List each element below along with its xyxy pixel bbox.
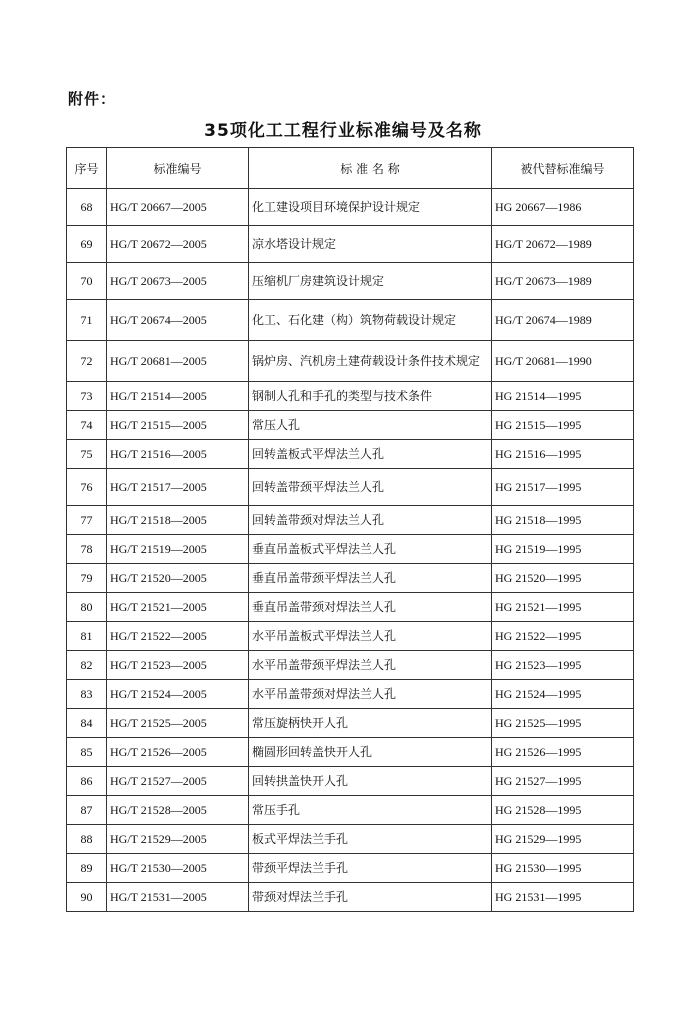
table-row	[67, 767, 634, 796]
table-row	[67, 651, 634, 680]
row-seq: 81	[67, 622, 107, 651]
table-row	[67, 382, 634, 411]
row-seq: 89	[67, 854, 107, 883]
row-name: 水平吊盖板式平焊法兰人孔	[249, 622, 492, 651]
standards-table	[66, 147, 634, 912]
table-row	[67, 300, 634, 341]
row-replaced: HG 21527—1995	[492, 767, 634, 796]
row-code: HG/T 20673—2005	[107, 263, 249, 300]
row-replaced: HG 21522—1995	[492, 622, 634, 651]
row-name: 锅炉房、汽机房土建荷载设计条件技术规定	[249, 341, 492, 382]
column-header-name: 标 准 名 称	[249, 148, 492, 189]
row-code: HG/T 21519—2005	[107, 535, 249, 564]
table-row	[67, 411, 634, 440]
row-code: HG/T 21528—2005	[107, 796, 249, 825]
table-row	[67, 226, 634, 263]
row-replaced: HG 21515—1995	[492, 411, 634, 440]
row-name: 常压人孔	[249, 411, 492, 440]
row-replaced: HG 21520—1995	[492, 564, 634, 593]
row-seq: 74	[67, 411, 107, 440]
row-seq: 77	[67, 506, 107, 535]
table-row	[67, 593, 634, 622]
row-replaced: HG 20667—1986	[492, 189, 634, 226]
row-replaced: HG/T 20674—1989	[492, 300, 634, 341]
row-code: HG/T 21527—2005	[107, 767, 249, 796]
table-row	[67, 883, 634, 912]
row-name: 带颈对焊法兰手孔	[249, 883, 492, 912]
table-row	[67, 263, 634, 300]
row-replaced: HG 21529—1995	[492, 825, 634, 854]
row-code: HG/T 21522—2005	[107, 622, 249, 651]
row-seq: 84	[67, 709, 107, 738]
row-replaced: HG 21524—1995	[492, 680, 634, 709]
row-name: 常压旋柄快开人孔	[249, 709, 492, 738]
row-name: 钢制人孔和手孔的类型与技术条件	[249, 382, 492, 411]
row-code: HG/T 21530—2005	[107, 854, 249, 883]
row-replaced: HG 21530—1995	[492, 854, 634, 883]
row-name: 水平吊盖带颈对焊法兰人孔	[249, 680, 492, 709]
row-seq: 82	[67, 651, 107, 680]
row-name: 常压手孔	[249, 796, 492, 825]
row-name: 回转盖带颈平焊法兰人孔	[249, 469, 492, 506]
row-name: 回转盖带颈对焊法兰人孔	[249, 506, 492, 535]
table-row	[67, 341, 634, 382]
row-name: 垂直吊盖带颈平焊法兰人孔	[249, 564, 492, 593]
row-code: HG/T 20674—2005	[107, 300, 249, 341]
table-row	[67, 189, 634, 226]
row-seq: 78	[67, 535, 107, 564]
row-code: HG/T 21529—2005	[107, 825, 249, 854]
row-name: 椭圆形回转盖快开人孔	[249, 738, 492, 767]
row-code: HG/T 21521—2005	[107, 593, 249, 622]
row-code: HG/T 20672—2005	[107, 226, 249, 263]
row-code: HG/T 21531—2005	[107, 883, 249, 912]
row-code: HG/T 21525—2005	[107, 709, 249, 738]
row-code: HG/T 21524—2005	[107, 680, 249, 709]
attachment-label: 附件：	[68, 90, 117, 108]
table-row	[67, 796, 634, 825]
row-replaced: HG 21517—1995	[492, 469, 634, 506]
row-replaced: HG/T 20681—1990	[492, 341, 634, 382]
row-code: HG/T 21520—2005	[107, 564, 249, 593]
row-name: 凉水塔设计规定	[249, 226, 492, 263]
document-title: 35项化工工程行业标准编号及名称	[204, 121, 482, 141]
row-seq: 76	[67, 469, 107, 506]
row-replaced: HG 21525—1995	[492, 709, 634, 738]
table-row	[67, 709, 634, 738]
table-row	[67, 680, 634, 709]
table-row	[67, 469, 634, 506]
row-code: HG/T 20681—2005	[107, 341, 249, 382]
row-code: HG/T 21518—2005	[107, 506, 249, 535]
table-row	[67, 622, 634, 651]
row-seq: 71	[67, 300, 107, 341]
row-seq: 68	[67, 189, 107, 226]
row-replaced: HG 21526—1995	[492, 738, 634, 767]
row-code: HG/T 21515—2005	[107, 411, 249, 440]
column-header-replaced: 被代替标准编号	[492, 148, 634, 189]
row-name: 化工、石化建（构）筑物荷载设计规定	[249, 300, 492, 341]
row-replaced: HG 21518—1995	[492, 506, 634, 535]
row-seq: 69	[67, 226, 107, 263]
row-name: 压缩机厂房建筑设计规定	[249, 263, 492, 300]
row-name: 回转盖板式平焊法兰人孔	[249, 440, 492, 469]
row-seq: 87	[67, 796, 107, 825]
row-code: HG/T 20667—2005	[107, 189, 249, 226]
row-replaced: HG 21523—1995	[492, 651, 634, 680]
row-seq: 83	[67, 680, 107, 709]
table-row	[67, 854, 634, 883]
row-code: HG/T 21514—2005	[107, 382, 249, 411]
row-seq: 70	[67, 263, 107, 300]
row-seq: 85	[67, 738, 107, 767]
row-code: HG/T 21516—2005	[107, 440, 249, 469]
row-name: 板式平焊法兰手孔	[249, 825, 492, 854]
row-replaced: HG/T 20673—1989	[492, 263, 634, 300]
row-seq: 73	[67, 382, 107, 411]
column-header-seq: 序号	[67, 148, 107, 189]
row-name: 化工建设项目环境保护设计规定	[249, 189, 492, 226]
row-code: HG/T 21523—2005	[107, 651, 249, 680]
row-replaced: HG 21531—1995	[492, 883, 634, 912]
row-name: 回转拱盖快开人孔	[249, 767, 492, 796]
row-name: 带颈平焊法兰手孔	[249, 854, 492, 883]
column-header-code: 标准编号	[107, 148, 249, 189]
table-row	[67, 825, 634, 854]
row-replaced: HG/T 20672—1989	[492, 226, 634, 263]
table-row	[67, 738, 634, 767]
table-row	[67, 506, 634, 535]
row-replaced: HG 21519—1995	[492, 535, 634, 564]
table-row	[67, 564, 634, 593]
row-replaced: HG 21521—1995	[492, 593, 634, 622]
row-seq: 80	[67, 593, 107, 622]
row-name: 垂直吊盖板式平焊法兰人孔	[249, 535, 492, 564]
row-seq: 90	[67, 883, 107, 912]
row-code: HG/T 21526—2005	[107, 738, 249, 767]
row-seq: 75	[67, 440, 107, 469]
row-name: 垂直吊盖带颈对焊法兰人孔	[249, 593, 492, 622]
row-seq: 88	[67, 825, 107, 854]
row-code: HG/T 21517—2005	[107, 469, 249, 506]
row-replaced: HG 21514—1995	[492, 382, 634, 411]
row-replaced: HG 21516—1995	[492, 440, 634, 469]
table-header-row	[67, 148, 634, 189]
table-row	[67, 440, 634, 469]
row-name: 水平吊盖带颈平焊法兰人孔	[249, 651, 492, 680]
row-replaced: HG 21528—1995	[492, 796, 634, 825]
row-seq: 86	[67, 767, 107, 796]
table-row	[67, 535, 634, 564]
row-seq: 79	[67, 564, 107, 593]
row-seq: 72	[67, 341, 107, 382]
